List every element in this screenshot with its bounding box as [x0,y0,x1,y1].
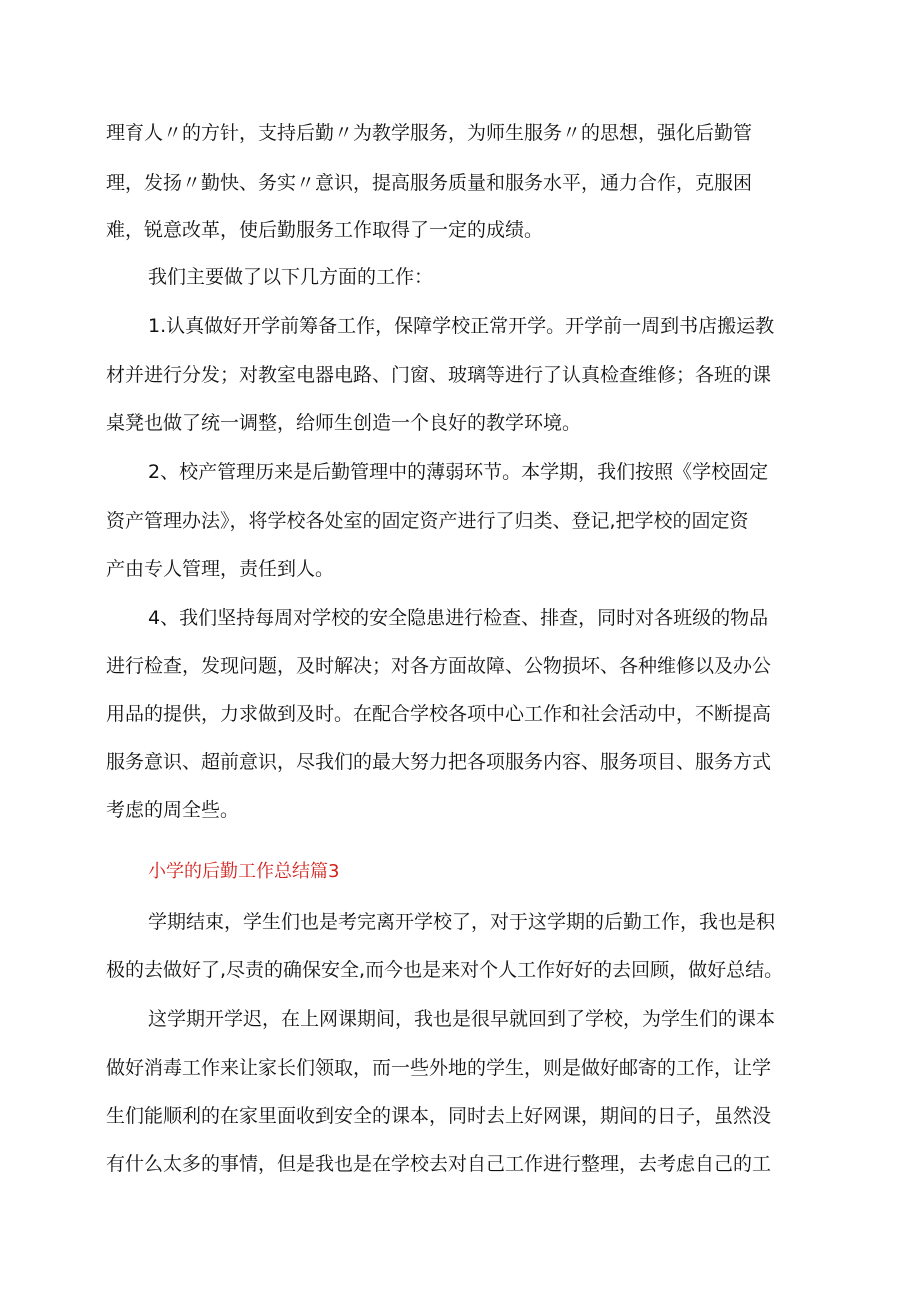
text-line: 用品的提供，力求做到及时。在配合学校各项中心工作和社会活动中，不断提高 [106,703,772,725]
text-line: 1.认真做好开学前筹备工作，保障学校正常开学。开学前一周到书店搬运教 [148,315,775,337]
text-line: 产由专人管理，责任到人。 [106,558,335,580]
text-line: 生们能顺利的在家里面收到安全的课本，同时去上好网课，期间的日子，虽然没 [106,1105,772,1127]
text-line: 这学期开学迟，在上网课期间，我也是很早就回到了学校，为学生们的课本 [148,1008,776,1030]
text-line: 学期结束，学生们也是考完离开学校了，对于这学期的后勤工作，我也是积 [148,911,776,933]
text-line: 理，发扬〃勤快、务实〃意识，提高服务质量和服务水平，通力合作，克服困 [106,172,753,194]
text-line: 2、校产管理历来是后勤管理中的薄弱环节。本学期，我们按照《学校固定 [148,461,769,483]
text-line: 资产管理办法》，将学校各处室的固定资产进行了归类、登记,把学校的固定资 [106,510,749,532]
text-line: 做好消毒工作来让家长们领取，而一些外地的学生，则是做好邮寄的工作，让学 [106,1057,772,1079]
text-line: 服务意识、超前意识，尽我们的最大努力把各项服务内容、服务项目、服务方式 [106,751,772,773]
text-line: 考虑的周全些。 [106,799,240,821]
text-line: 进行检查，发现问题，及时解决；对各方面故障、公物损坏、各种维修以及办公 [106,655,772,677]
text-line: 桌凳也做了统一调整，给师生创造一个良好的教学环境。 [106,412,582,434]
section-heading: 小学的后勤工作总结篇3 [148,861,340,882]
text-line: 材并进行分发；对教室电器电路、门窗、玻璃等进行了认真检查维修；各班的课 [106,364,772,386]
text-line: 有什么太多的事情，但是我也是在学校去对自己工作进行整理，去考虑自己的工 [106,1153,772,1175]
text-line: 理育人〃的方针，支持后勤〃为教学服务，为师生服务〃的思想，强化后勤管 [106,122,753,144]
text-line: 我们主要做了以下几方面的工作： [148,266,434,288]
text-line: 极的去做好了,尽责的确保安全,而今也是来对个人工作好好的去回顾，做好总结。 [106,959,784,981]
text-line: 4、我们坚持每周对学校的安全隐患进行检查、排查，同时对各班级的物品 [148,607,769,629]
text-line: 难，锐意改革，使后勤服务工作取得了一定的成绩。 [106,219,544,241]
